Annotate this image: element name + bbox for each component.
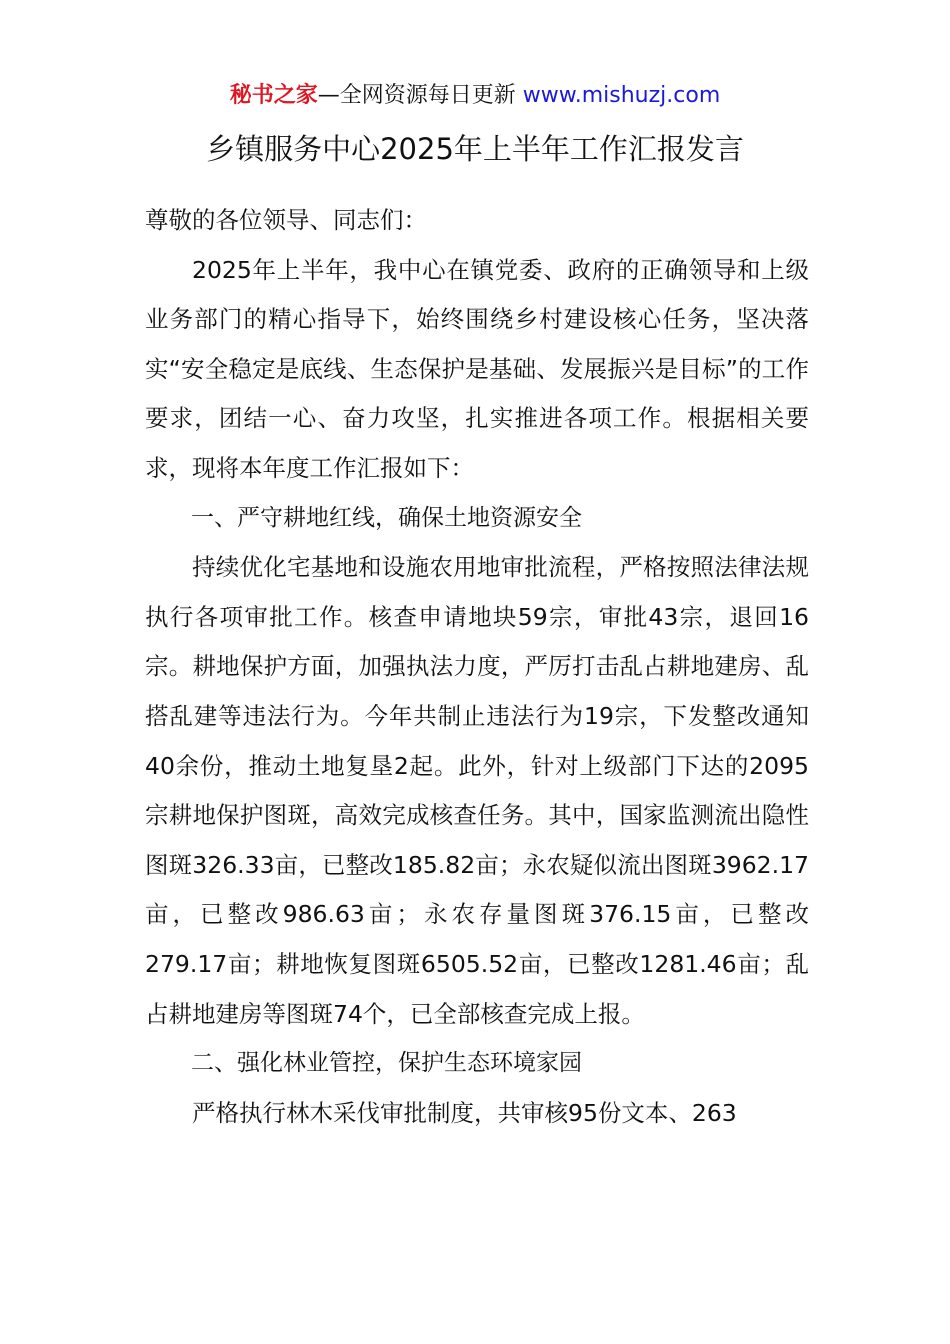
intro-paragraph: 2025年上半年，我中心在镇党委、政府的正确领导和上级业务部门的精心指导下，始终围绕乡村建设核心任务，坚决落实“安全稳定是底线、生态保护是基础、发展振兴是目标”的工作要求，团结一心、奋力攻坚，扎实推进各项工作。根据相关要求，现将本年度工作汇报如下：: [145, 255, 809, 482]
tagline: —全网资源每日更新: [317, 83, 516, 108]
brand-name: 秘书之家: [229, 83, 318, 108]
salutation: 尊敬的各位领导、同志们：: [145, 206, 427, 234]
section-body-1: 持续优化宅基地和设施农用地审批流程，严格按照法律法规执行各项审批工作。核查申请地块59宗，审批43宗，退回16宗。耕地保护方面，加强执法力度，严厉打击乱占耕地建房、乱搭乱建等违法行为。今年共制止违法行为19宗，下发整改通知40余份，推动土地复垦2起。此外，针对上级部门下达的2095宗耕地保护图斑，高效完成核查任务。其中，国家监测流出隐性图斑326.33亩，已整改185.82亩；永农疑似流出图斑3962.17亩，已整改986.63亩；永农存量图斑376.15亩，已整改279.17亩；耕地恢复图斑6505.52亩，已整改1281.46亩；乱占耕地建房等图斑74个，已全部核查完成上报。: [145, 553, 809, 1028]
website-link[interactable]: www.mishuzj.com: [522, 83, 721, 108]
section-body-2: 严格执行林木采伐审批制度，共审核95份文本、263: [192, 1098, 737, 1127]
section-heading-2: 二、强化林业管控，保护生态环境家园: [191, 1050, 582, 1077]
site-header: [0, 80, 950, 112]
document-body: [145, 196, 809, 1138]
section-heading-1: 一、严守耕地红线，确保土地资源安全: [191, 504, 582, 531]
document-title: 乡镇服务中心2025年上半年工作汇报发言: [206, 132, 744, 166]
